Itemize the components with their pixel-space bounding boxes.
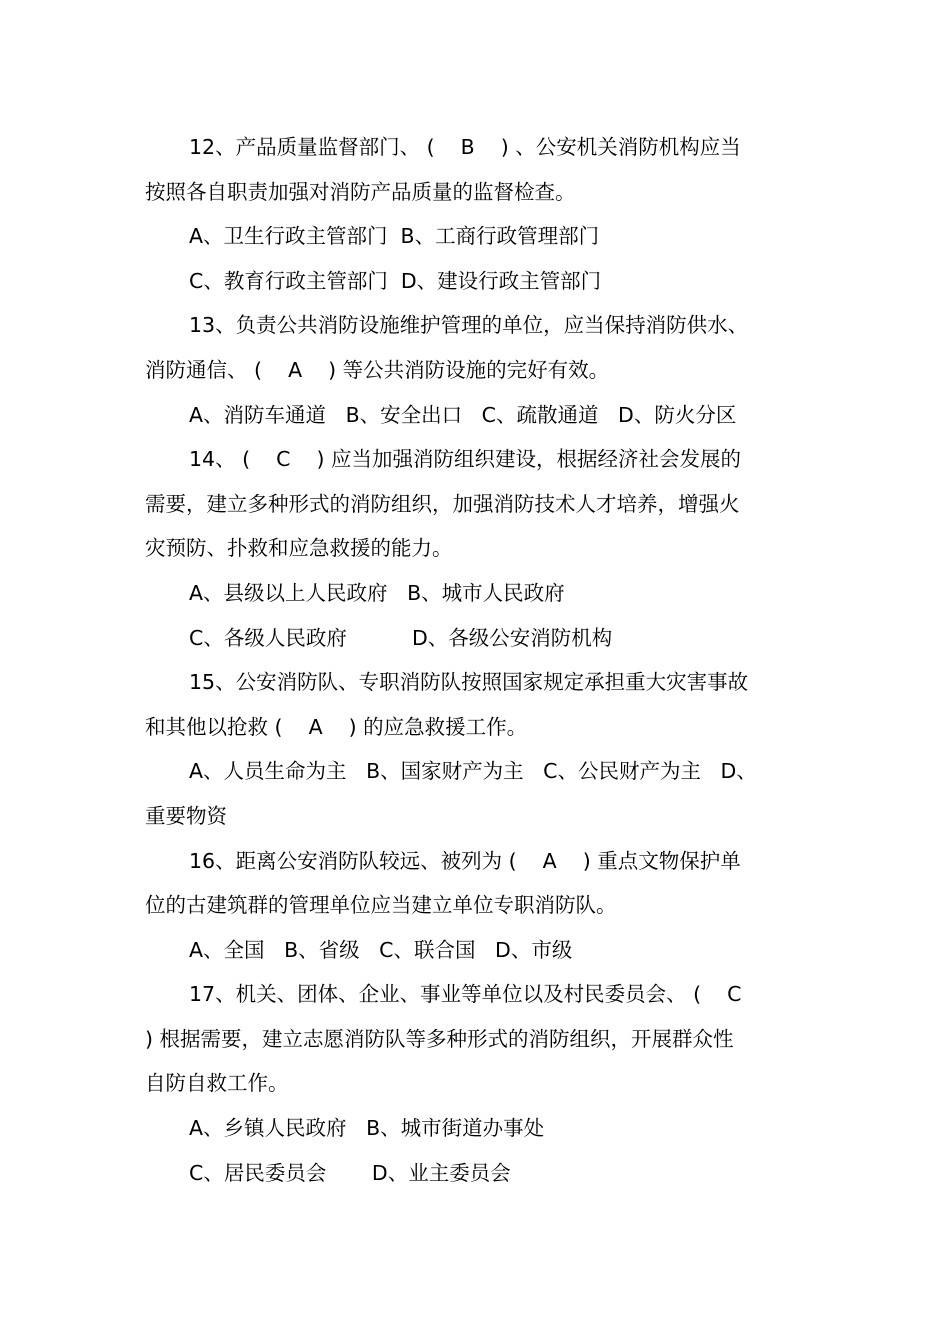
question-14-options-cd: C、各级人民政府 D、各级公安消防机构 xyxy=(189,625,613,650)
question-12-options-cd: C、教育行政主管部门 D、建设行政主管部门 xyxy=(189,268,602,293)
question-12-options-ab: A、卫生行政主管部门 B、工商行政管理部门 xyxy=(189,224,600,249)
question-17-stem-continued: ) 根据需要，建立志愿消防队等多种形式的消防组织，开展群众性 xyxy=(145,1026,734,1051)
question-14-stem-continued: 需要，建立多种形式的消防组织，加强消防技术人才培养，增强火 xyxy=(145,491,740,516)
question-12-stem-continued: 按照各自职责加强对消防产品质量的监督检查。 xyxy=(145,179,576,204)
question-14-options-ab: A、县级以上人民政府 B、城市人民政府 xyxy=(189,580,565,605)
question-15-stem: 15、公安消防队、专职消防队按照国家规定承担重大灾害事故 xyxy=(189,670,749,695)
question-17-stem: 17、机关、团体、企业、事业等单位以及村民委员会、 ( C xyxy=(189,982,742,1007)
question-17-options-cd: C、居民委员会 D、业主委员会 xyxy=(189,1160,511,1185)
question-15-options-continued: 重要物资 xyxy=(145,803,227,828)
question-15-stem-continued: 和其他以抢救 ( A ) 的应急救援工作。 xyxy=(145,714,528,739)
question-17-options-ab: A、乡镇人民政府 B、城市街道办事处 xyxy=(189,1116,545,1141)
question-15-options: A、人员生命为主 B、国家财产为主 C、公民财产为主 D、 xyxy=(189,759,757,784)
question-14-stem-end: 灾预防、扑救和应急救援的能力。 xyxy=(145,536,453,561)
question-16-stem-continued: 位的古建筑群的管理单位应当建立单位专职消防队。 xyxy=(145,893,617,918)
document-body xyxy=(145,125,809,1195)
question-13-stem: 13、负责公共消防设施维护管理的单位，应当保持消防供水、 xyxy=(189,313,749,338)
question-17-stem-end: 自防自救工作。 xyxy=(145,1071,289,1096)
question-16-options: A、全国 B、省级 C、联合国 D、市级 xyxy=(189,937,573,962)
question-13-stem-continued: 消防通信、 ( A ) 等公共消防设施的完好有效。 xyxy=(145,357,610,382)
question-16-stem: 16、距离公安消防队较远、被列为 ( A ) 重点文物保护单 xyxy=(189,848,741,873)
question-13-options: A、消防车通道 B、安全出口 C、疏散通道 D、防火分区 xyxy=(189,402,737,427)
question-12-stem: 12、产品质量监督部门、 ( B ) 、公安机关消防机构应当 xyxy=(189,135,741,159)
question-14-stem: 14、 ( C ) 应当加强消防组织建设，根据经济社会发展的 xyxy=(189,447,742,472)
